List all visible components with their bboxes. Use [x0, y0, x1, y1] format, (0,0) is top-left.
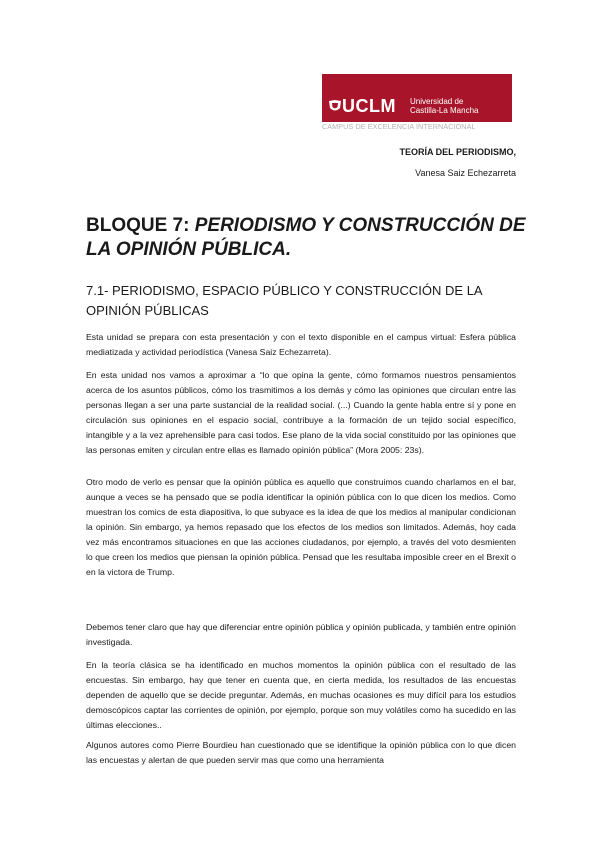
logo-university-name	[410, 97, 510, 115]
paragraph-media: Otro modo de verlo es pensar que la opinión pública es aquello que construimos cuando charlamos en el bar, aunque a veces se ha pensado que se podía identificar la opinión pública con lo que dicen los medios. Como muestran los comics de esta diapositiva, lo que subyace es la idea de que los medios al manipular condicionan la opinión. Sin embargo, ya hemos repasado que los efectos de los medios son limitados. Además, hoy cada vez más encontramos situaciones en que las acciones ciudadanos, por ejemplo, a través del voto desmienten lo que creen los medios que piensan la opinión pública. Pensad que les resultaba imposible creer en el Brexit o en la victora de Trump.	[86, 477, 516, 577]
logo-name-line1: Universidad de	[410, 97, 464, 106]
course-name: TEORÍA DEL PERIODISMO,	[399, 147, 516, 157]
uclm-logo	[322, 74, 512, 134]
paragraph-intro: Esta unidad se prepara con esta presentación y con el texto disponible en el campus virtual: Esfera pública mediatizada y actividad periodística (Vanesa Saiz Echezarreta).	[86, 332, 516, 357]
block-title	[86, 214, 526, 262]
logo-name-line2: Castilla-La Mancha	[410, 106, 479, 115]
logo-acronym: UCLM	[342, 96, 396, 116]
author-name: Vanesa Saiz Echezarreta	[415, 168, 516, 178]
uclm-emblem-icon	[328, 99, 342, 113]
paragraph-bourdieu: Algunos autores como Pierre Bourdieu han cuestionado que se identifique la opinión pública con lo que dicen las encuestas y alertan de que pueden servir mas que como una herramienta	[86, 740, 516, 765]
paragraph-surveys: En la teoría clásica se ha identificado en muchos momentos la opinión pública con el resultado de las encuestas. Sin embargo, hay que tener en cuenta que, en cierta medida, los resultados de las encuestas dependen de aquello que se decide preguntar. Además, en muchas ocasiones es muy difícil para los estudios demoscópicos captar las corrientes de opinión, por ejemplo, porque son muy volátiles como ha sucedido en las últimas elecciones..	[86, 660, 516, 730]
paragraph-quote: En esta unidad nos vamos a aproximar a “lo que opina la gente, cómo formamos nuestros pensamientos acerca de los asuntos públicos, cómo los trasmitimos a los demás y cómo las opiniones que circulan entre las personas llegan a ser una parte sustancial de la realidad social. (...) Cuando la gente habla entre sí y pone en circulación sus opiniones en el espacio social, contribuye a la formación de un tejido social específico, intangible y a la vez aprehensible para casi todos. Ese plano de la vida social constituido por las opiniones que las personas emiten y circulan entre ellas es llamado opinión pública” (Mora 2005: 23s).	[86, 370, 516, 455]
block-title-prefix: BLOQUE 7:	[86, 215, 195, 236]
block-title-italic: PERIODISMO Y CONSTRUCCIÓN DE LA OPINIÓN PÚBLICA.	[86, 215, 526, 260]
logo-tagline: CAMPUS DE EXCELENCIA INTERNACIONAL	[322, 122, 476, 131]
paragraph-distinction: Debemos tener claro que hay que diferenciar entre opinión pública y opinión publicada, y también entre opinión investigada.	[86, 622, 516, 647]
section-title: 7.1- PERIODISMO, ESPACIO PÚBLICO Y CONSTRUCCIÓN DE LA OPINIÓN PÚBLICAS	[86, 283, 482, 318]
